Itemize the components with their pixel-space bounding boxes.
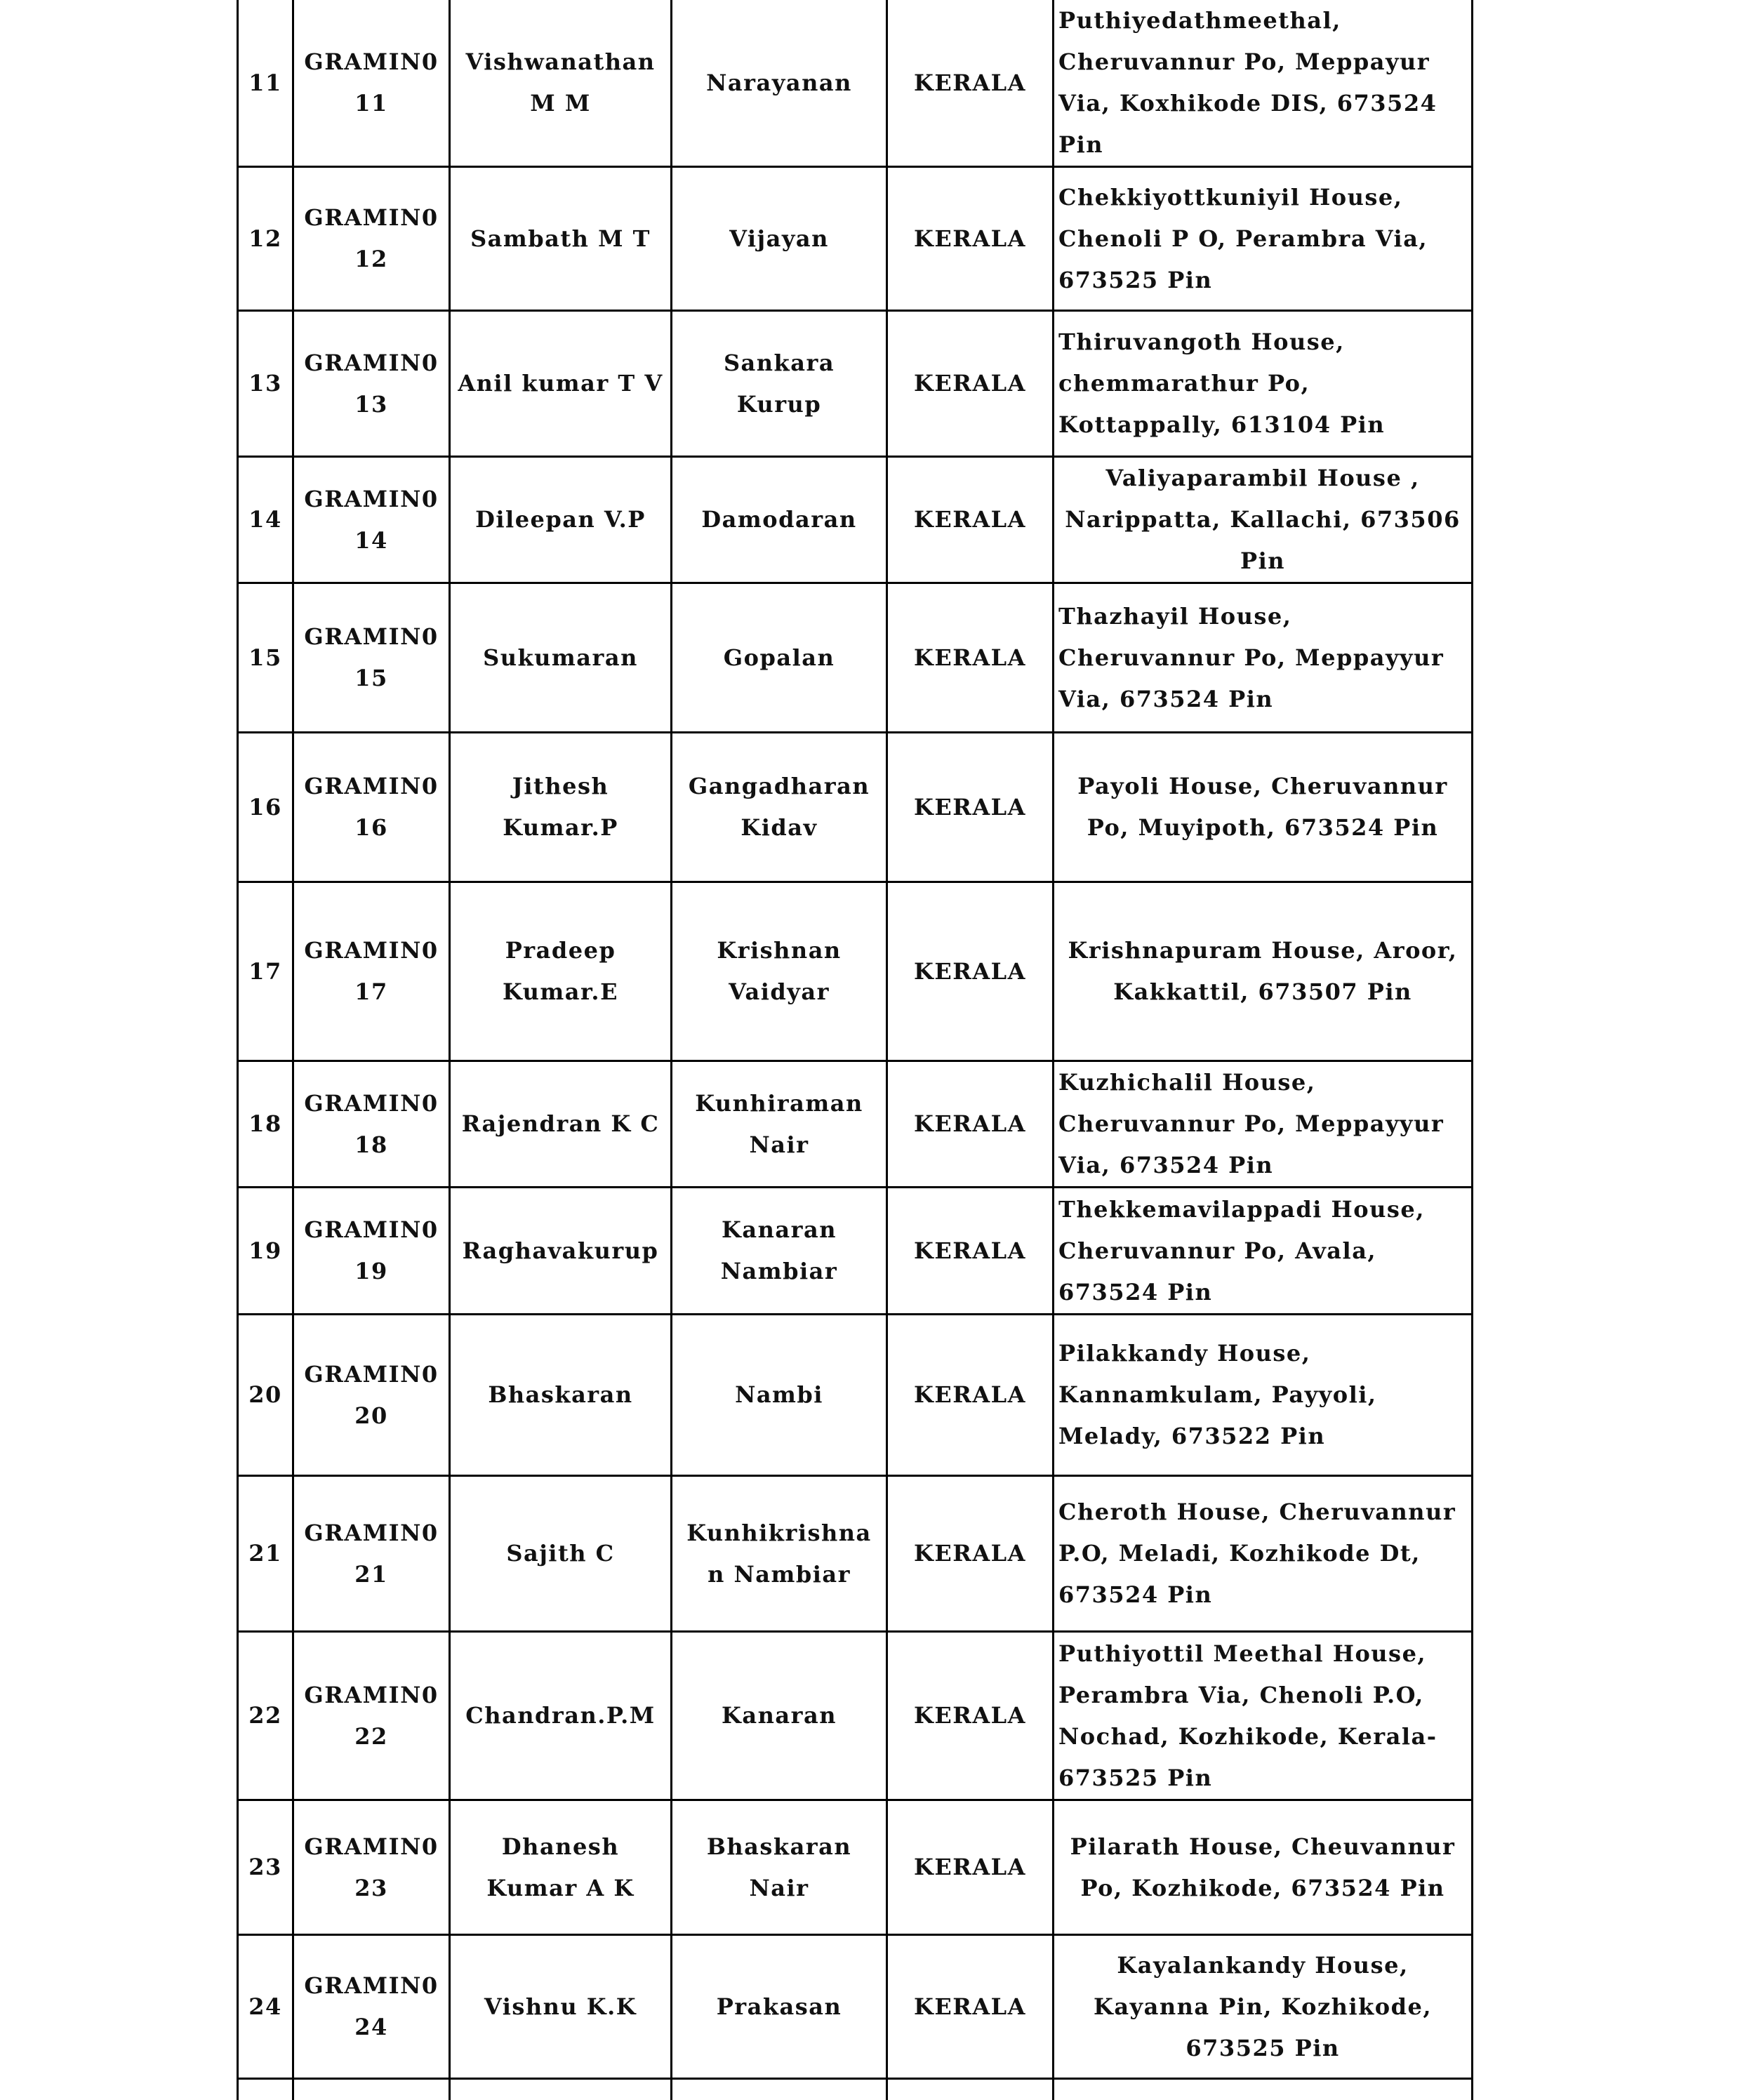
address-cell: Cheroth House, Cheruvannur P.O, Meladi, Kozhikode Dt, 673524 Pin [1054,1476,1473,1632]
member-code-cell: GRAMIN013 [293,311,450,457]
address-cell: Thiruvangoth House, chemmarathur Po, Kottappally, 613104 Pin [1054,311,1473,457]
address-cell: Kayalankandy House, Kayanna Pin, Kozhikode, 673525 Pin [1054,1935,1473,2079]
table-row [238,1476,1473,1632]
member-code-cell: GRAMIN024 [293,1935,450,2079]
member-name-cell: Anil kumar T V [450,311,672,457]
table-row [238,583,1473,733]
address-cell: Thekkemavilappadi House, Cheruvannur Po, Avala, 673524 Pin [1054,1188,1473,1315]
father-name-cell: Nambi [672,1315,887,1476]
father-name-cell: Vijayan [672,167,887,311]
address-cell: Pilakkandy House, Kannamkulam, Payyoli, Melady, 673522 Pin [1054,1315,1473,1476]
father-name-cell: Kanaran [672,1632,887,1800]
serial-number-cell: 14 [238,457,293,583]
father-name-cell: Gopalan [672,583,887,733]
state-cell: KERALA [887,1800,1054,1935]
serial-number-cell: 22 [238,1632,293,1800]
serial-number-cell: 21 [238,1476,293,1632]
state-cell: KERALA [887,1632,1054,1800]
serial-number-cell: 24 [238,1935,293,2079]
address-cell: Puthiyedathmeethal, Cheruvannur Po, Meppayur Via, Koxhikode DIS, 673524 Pin [1054,0,1473,167]
table-row [238,1315,1473,1476]
state-cell: KERALA [887,311,1054,457]
serial-number-cell: 12 [238,167,293,311]
serial-number-cell-empty [238,2079,293,2100]
state-cell: KERALA [887,882,1054,1061]
father-name-cell: Narayanan [672,0,887,167]
father-name-cell: Kunhikrishnan Nambiar [672,1476,887,1632]
father-name-cell-empty [672,2079,887,2100]
member-name-cell: Dhanesh Kumar A K [450,1800,672,1935]
member-code-cell: GRAMIN023 [293,1800,450,1935]
address-cell: Pilarath House, Cheuvannur Po, Kozhikode, 673524 Pin [1054,1800,1473,1935]
member-code-cell-empty [293,2079,450,2100]
members-table-body [238,0,1473,2100]
member-name-cell: Dileepan V.P [450,457,672,583]
table-row [238,311,1473,457]
member-name-cell: Sukumaran [450,583,672,733]
member-name-cell-empty [450,2079,672,2100]
table-row [238,733,1473,882]
serial-number-cell: 17 [238,882,293,1061]
member-code-cell: GRAMIN011 [293,0,450,167]
member-code-cell: GRAMIN018 [293,1061,450,1188]
table-row-partial [238,2079,1473,2100]
state-cell: KERALA [887,1476,1054,1632]
state-cell: KERALA [887,1188,1054,1315]
father-name-cell: Gangadharan Kidav [672,733,887,882]
table-row [238,457,1473,583]
address-cell: Thazhayil House, Cheruvannur Po, Meppayyur Via, 673524 Pin [1054,583,1473,733]
address-cell: Valiyaparambil House , Narippatta, Kallachi, 673506 Pin [1054,457,1473,583]
member-code-cell: GRAMIN021 [293,1476,450,1632]
address-cell-empty [1054,2079,1473,2100]
member-name-cell: Vishwanathan M M [450,0,672,167]
member-name-cell: Sajith C [450,1476,672,1632]
father-name-cell: Prakasan [672,1935,887,2079]
table-row [238,1188,1473,1315]
member-code-cell: GRAMIN016 [293,733,450,882]
table-row [238,0,1473,167]
member-code-cell: GRAMIN014 [293,457,450,583]
address-cell: Chekkiyottkuniyil House, Chenoli P O, Perambra Via, 673525 Pin [1054,167,1473,311]
state-cell: KERALA [887,583,1054,733]
member-name-cell: Rajendran K C [450,1061,672,1188]
father-name-cell: Bhaskaran Nair [672,1800,887,1935]
state-cell: KERALA [887,167,1054,311]
table-row [238,882,1473,1061]
state-cell: KERALA [887,0,1054,167]
members-table-page [237,0,1471,2100]
serial-number-cell: 15 [238,583,293,733]
table-row [238,167,1473,311]
state-cell: KERALA [887,1315,1054,1476]
address-cell: Krishnapuram House, Aroor, Kakkattil, 673507 Pin [1054,882,1473,1061]
father-name-cell: Kunhiraman Nair [672,1061,887,1188]
member-name-cell: Vishnu K.K [450,1935,672,2079]
state-cell-empty [887,2079,1054,2100]
members-table [237,0,1473,2100]
table-row [238,1061,1473,1188]
table-row [238,1632,1473,1800]
member-code-cell: GRAMIN020 [293,1315,450,1476]
state-cell: KERALA [887,1061,1054,1188]
father-name-cell: Krishnan Vaidyar [672,882,887,1061]
address-cell: Puthiyottil Meethal House, Perambra Via, Chenoli P.O, Nochad, Kozhikode, Kerala-673525 Pin [1054,1632,1473,1800]
state-cell: KERALA [887,733,1054,882]
member-name-cell: Sambath M T [450,167,672,311]
member-name-cell: Chandran.P.M [450,1632,672,1800]
member-name-cell: Jithesh Kumar.P [450,733,672,882]
member-code-cell: GRAMIN019 [293,1188,450,1315]
member-code-cell: GRAMIN022 [293,1632,450,1800]
member-code-cell: GRAMIN012 [293,167,450,311]
member-name-cell: Bhaskaran [450,1315,672,1476]
state-cell: KERALA [887,1935,1054,2079]
state-cell: KERALA [887,457,1054,583]
serial-number-cell: 20 [238,1315,293,1476]
member-name-cell: Raghavakurup [450,1188,672,1315]
serial-number-cell: 19 [238,1188,293,1315]
serial-number-cell: 13 [238,311,293,457]
address-cell: Kuzhichalil House, Cheruvannur Po, Meppayyur Via, 673524 Pin [1054,1061,1473,1188]
serial-number-cell: 18 [238,1061,293,1188]
serial-number-cell: 23 [238,1800,293,1935]
father-name-cell: Damodaran [672,457,887,583]
member-name-cell: Pradeep Kumar.E [450,882,672,1061]
table-row [238,1800,1473,1935]
serial-number-cell: 16 [238,733,293,882]
father-name-cell: Sankara Kurup [672,311,887,457]
member-code-cell: GRAMIN017 [293,882,450,1061]
table-row [238,1935,1473,2079]
address-cell: Payoli House, Cheruvannur Po, Muyipoth, 673524 Pin [1054,733,1473,882]
father-name-cell: Kanaran Nambiar [672,1188,887,1315]
serial-number-cell: 11 [238,0,293,167]
member-code-cell: GRAMIN015 [293,583,450,733]
